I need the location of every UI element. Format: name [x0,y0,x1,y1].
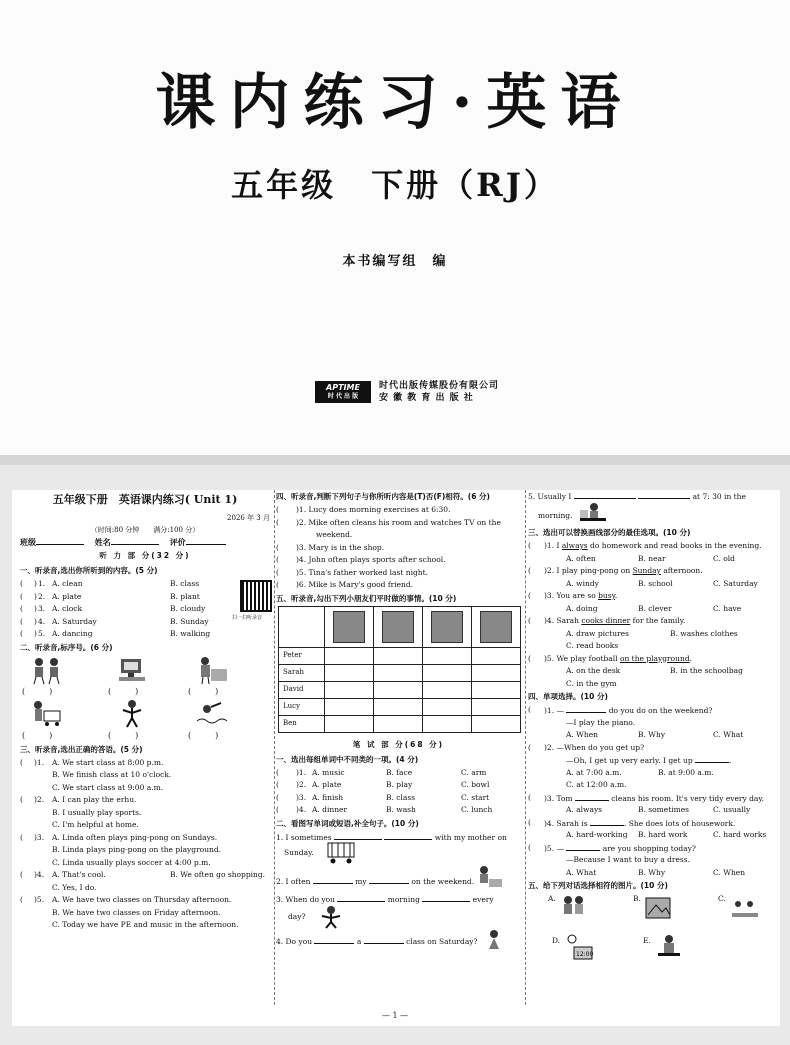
worksheet-title: 五年级下册 英语课内练习( Unit 1) [52,493,238,506]
table-row: Lucy [279,698,521,715]
publisher-line-1: 时代出版传媒股份有限公司 [379,381,500,391]
cover-title: 课内练习·英语 [155,68,635,138]
list-item: ( )4. Sarah is . She does lots of housework. [528,817,736,828]
section-write-3-title: 三、选出可以替换画线部分的最佳选项。(10 分) [528,528,691,537]
qr-label: 扫一扫听录音 [232,615,263,621]
picture-row: ( ) ( ) ( ) [20,699,270,743]
list-item: ( )2. A. I can play the erhu. [20,795,137,804]
list-item: ( )3. A. Linda often plays ping-pong on Sundays. [20,832,218,842]
list-item: ( )1. Lucy does morning exercises at 6:30. [276,505,451,514]
fill-in-item: 3. When do you morning every [276,895,494,904]
column-divider [274,490,275,1005]
shopping-cart-image [324,839,360,865]
writing-part-heading: 笔 试 部 分(68 分) [352,739,445,749]
list-item: ( )5. A. We have two classes on Thursday afternoon. [20,895,232,904]
list-item: ( )2. I play ping-pong on Sunday afternoon. [528,566,703,575]
table-row: Peter [279,647,521,664]
shopping-image [30,699,64,729]
publisher-block [315,380,499,404]
list-item: ( )3. Mary is in the shop. [276,542,385,552]
fill-in-item: 5. Usually I at 7: 30 in the [528,492,746,501]
list-item: ( )2. —When do you get up? [528,742,645,752]
column-1: 五年级下册 英语课内练习( Unit 1) 2026 年 3 月 （时间:80 分钟 满分:100 分） 班级 姓名 评价 听 力 部 分(32 分) 扫一扫听录音 一、听录音,选出你所听到的内容。(5 分) ( ) 1. A. clean B. class ( ) 2. A. plate B. plant ( ) 3. A. clock B. cloudy ( ) 4. A. Saturday B. Sunday ( ) 5. A. dancing B. walking 二、听录音,标序号。(6 分) ( ) ( ) ( ) ( ) ( ) ( ) 三、听录音,选出正确的答语。(5 分) ( )1. A. We start class at 8:00 p.m. B. We finish class at 10 o'clock. C. We start class at 9:00 a.m. ( )2. A. I can play the erhu. B. I usually play sports. C. I'm helpful at home. ( )3. A. Linda often plays ping-pong on Sundays. B. Linda plays ping-pong on the playground. C. Linda usually plays soccer at 4:00 p.m. ( )4. A. That's cool. B. We often go shopping. C. Yes, I do. ( )5. A. We have two classes on Thursday afternoon. B. We have two classes on Friday afternoon. C. Today we have PE and music in the afternoon. [20,490,270,1026]
basketball-image [333,611,365,643]
list-item: ( ) 3. A. clock B. cloudy [20,604,206,613]
list-item: ( )1. A. music B. face C. arm [276,767,487,777]
section-listen-2-title: 二、听录音,标序号。(6 分) [20,642,113,652]
picture-a [558,895,588,923]
choice-label-b: B. [633,894,641,903]
cover-subtitle: 五年级 下册（RJ） [231,166,559,204]
column-3: 5. Usually I at 7: 30 in the morning. 三、选出可以替换画线部分的最佳选项。(10 分) ( )1. I always do homework and read books in the evening. A. often B. near C. old ( )2. I play ping-pong on Sunday afternoon. A. windy B. school C. Saturday ( )3. You are so busy. A. doing B. clever C. have ( )4. Sarah cooks dinner for the family. A. draw pictures B. washes clothes C. read books ( )5. We play football on the playground. A. on the desk B. in the schoolbag C. in the gym 四、单项选择。(10 分) ( )1. — do you do on the weekend? —I play the piano. A. When B. Why C. What ( )2. —When do you get up? —Oh, I get up very early. I get up . A. at 7:00 a.m. B. at 9:00 a.m. C. at 12:00 a.m. ( )3. Tom cleans his room. It's very tidy every day. A. always B. sometimes C. usually ( )4. Sarah is . She does lots of housework. A. hard-working B. hard work C. hard works ( )5. — are you shopping today? —Because I want to buy a dress. A. What B. Why C. When 五、给下列对话选择相符的图片。(10 分) A. B. C. D. 12:00 E. [528,490,776,1026]
name-label: 姓名 [94,537,111,547]
grade-label: 评价 [169,537,186,547]
page-divider [0,455,790,465]
section-listen-4-title: 四、听录音,判断下列句子与你所听内容是(T)否(F)相符。(6 分) [276,492,490,501]
section-listen-5-title: 五、听录音,勾出下列小朋友们平时做的事情。(10 分) [276,593,457,603]
list-item: ( )4. A. That's cool. B. We often go shopping. [20,870,266,879]
list-item: ( ) 1. A. clean B. class [20,579,200,588]
dancing-image [115,699,149,729]
hiking-image [431,611,463,643]
list-item: ( )3. You are so busy. [528,591,618,600]
list-item: ( ) 2. A. plate B. plant [20,591,200,601]
cooking-image [195,655,229,685]
cover-page [0,0,790,455]
cover-editor: 本书编写组 编 [342,254,448,269]
choice-label-e: E. [643,936,651,945]
section-write-1-title: 一、选出每组单词中不同类的一项。(4 分) [276,754,419,764]
list-item: ( )1. I always do homework and read books in the evening. [528,541,762,550]
publisher-logo-text: APTIME [326,383,360,392]
reading-image [382,611,414,643]
list-item: ( )1. — do you do on the weekend? [528,705,713,715]
picture-e [654,933,684,963]
worksheet-page [12,490,780,1026]
list-item: ( )2. Mike often cleans his room and watches TV on the [276,517,501,527]
kids-playing-image [30,655,64,685]
list-item: ( )2. A. plate B. play C. bowl [276,780,490,789]
list-item: ( )3. A. finish B. class C. start [276,792,490,802]
worksheet-date: 2026 年 3 月 [227,514,270,522]
list-item: ( ) 4. A. Saturday B. Sunday [20,616,209,626]
girl-image [481,929,507,951]
picture-b [643,895,673,923]
list-item: ( )4. John often plays sports after school. [276,555,446,564]
choice-label-a: A. [548,894,556,903]
list-item: ( )1. A. We start class at 8:00 p.m. [20,757,164,767]
list-item: ( )5. Tina's father worked last night. [276,567,429,577]
section-write-5-title: 五、给下列对话选择相符的图片。(10 分) [528,881,668,890]
list-item: ( )3. Tom cleans his room. It's very tidy every day. [528,792,765,803]
class-field[interactable] [36,536,84,545]
list-item: ( )5. — are you shopping today? [528,842,696,853]
grade-field[interactable] [186,536,226,545]
worksheet-meta: （时间:80 分钟 满分:100 分） [90,526,200,534]
computer-image [115,655,149,685]
list-item: ( )6. Mike is Mary's good friend. [276,580,414,589]
picture-choices [528,893,776,973]
list-item: ( )4. Sarah cooks dinner for the family. [528,616,686,625]
boy-at-desk-image [576,502,608,526]
picture-c [730,899,760,923]
page-number: — 1 — [382,1011,409,1020]
fill-in-item: 4. Do you a class on Saturday? [276,929,521,951]
section-listen-3-title: 三、听录音,选出正确的答语。(5 分) [20,744,143,754]
list-item: ( )5. We play football on the playground. [528,653,693,663]
section-write-4-title: 四、单项选择。(10 分) [528,692,608,701]
publisher-logo-subtext: 时 代 出 版 [327,393,359,400]
picture-row: ( ) ( ) ( ) [20,655,270,699]
publisher-names [379,380,499,404]
column-2: 四、听录音,判断下列句子与你所听内容是(T)否(F)相符。(6 分) ( )1. Lucy does morning exercises at 6:30. ( )2. Mike often cleans his room and watches TV on the weekend. ( )3. Mary is in the shop. ( )4. John often plays sports after school. ( )5. Tina's father worked last night. ( )6. Mike is Mary's good friend. 五、听录音,勾出下列小朋友们平时做的事情。(10 分) Peter Sarah David Lucy Ben 笔 试 部 分(68 分) 一、选出每组单词中不同类的一项。(4 分) ( )1. A. music B. face C. arm ( )2. A. plate B. play C. bowl ( )3. A. finish B. class C. start ( )4. A. dinner B. wash C. lunch 二、看图写单词或短语,补全句子。(10 分) 1. I sometimes with my mother on Sunday. 2. I often my on the weekend. 3. When do you morning every day? 4. Do you a class on Saturday? [276,490,521,1026]
choice-label-d: D. [552,936,561,945]
picture-d [564,933,594,963]
table-row: Sarah [279,664,521,681]
section-listen-1-title: 一、听录音,选出你所听到的内容。(5 分) [20,566,158,575]
activity-table [278,606,521,733]
student-info-row [20,536,270,550]
washing-clothes-image [474,865,504,889]
studying-image [480,611,512,643]
list-item: ( )4. A. dinner B. wash C. lunch [276,805,493,814]
publisher-line-2: 安 徽 教 育 出 版 社 [379,393,474,403]
exercise-image [316,905,346,929]
listening-part-heading: 听 力 部 分(32 分) [99,551,191,560]
fill-in-item: 1. I sometimes with my mother on [276,832,507,842]
swimming-image [195,699,229,729]
svg-text:12:00: 12:00 [576,951,594,958]
section-write-2-title: 二、看图写单词或短语,补全句子。(10 分) [276,818,419,828]
class-label: 班级 [20,537,36,547]
list-item: ( ) 5. A. dancing B. walking [20,629,211,638]
fill-in-item: 2. I often my on the weekend. [276,865,521,893]
choice-label-c: C. [718,894,726,903]
publisher-logo [315,381,371,403]
column-divider [525,490,526,1005]
name-field[interactable] [111,536,159,545]
table-row: David [279,681,521,698]
table-row: Ben [279,715,521,732]
